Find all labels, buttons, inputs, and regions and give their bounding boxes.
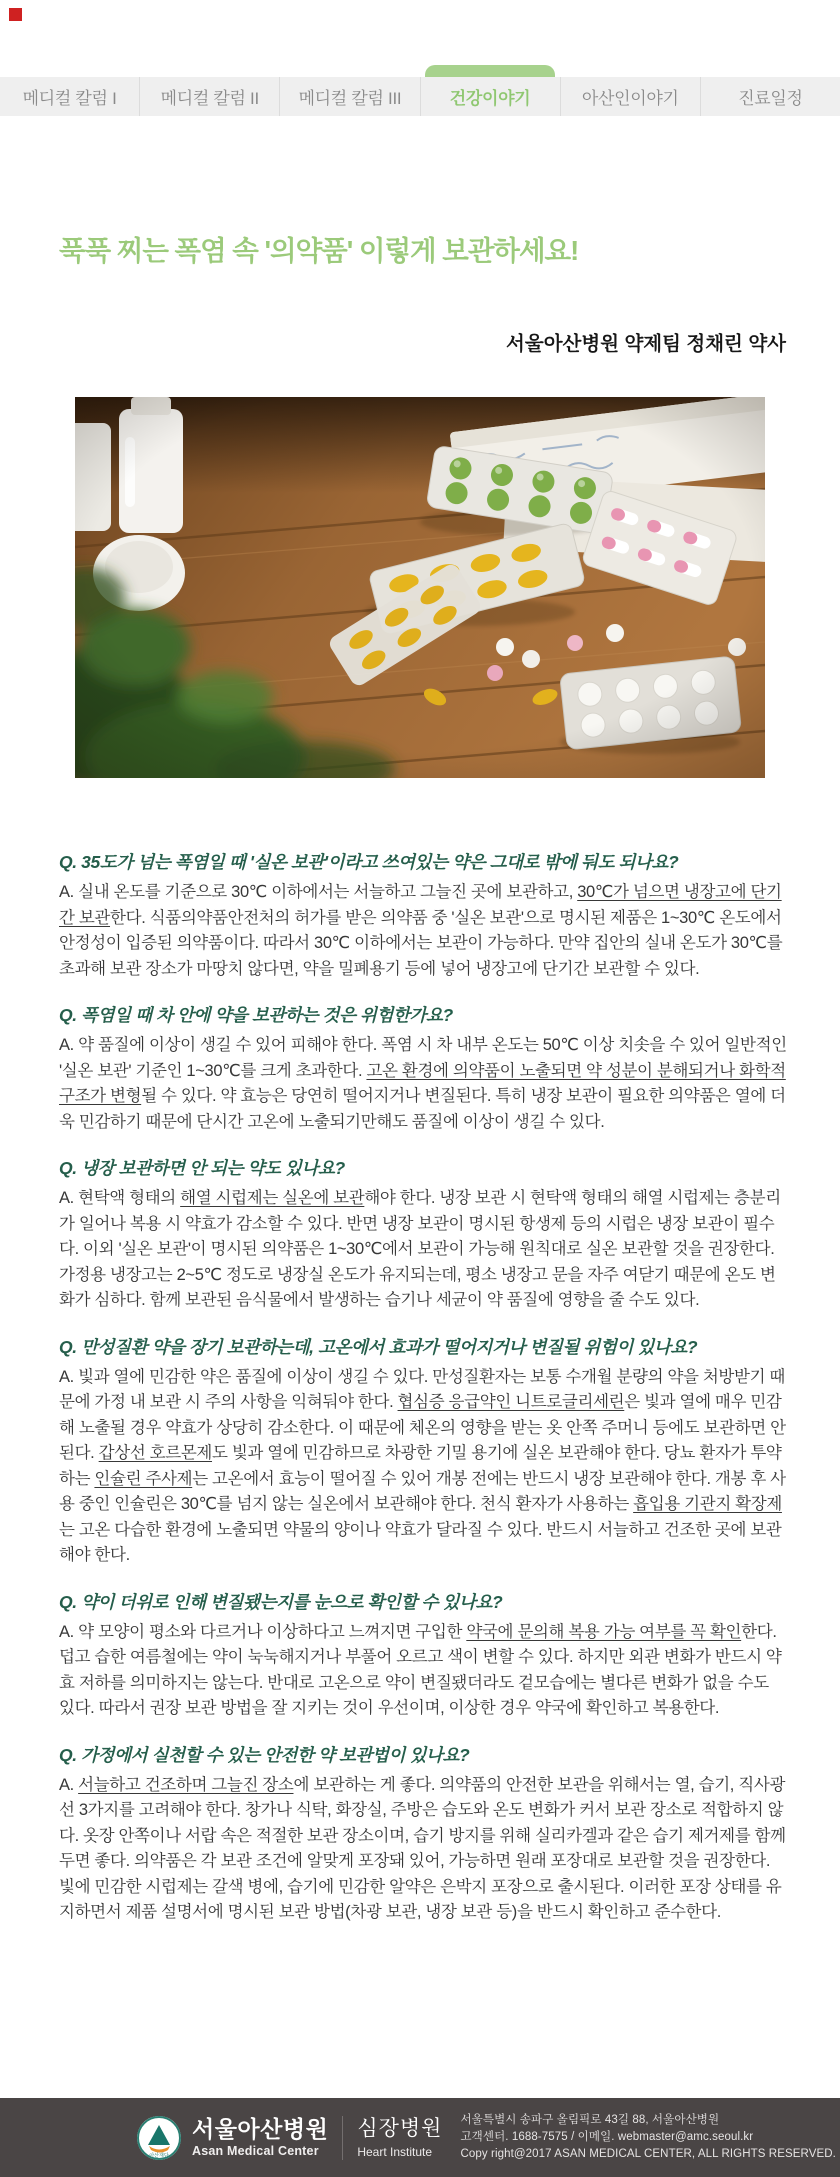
footer-brand-kr: 서울아산병원 xyxy=(192,2116,329,2142)
tab-bar xyxy=(0,77,840,116)
page-title: 푹푹 찌는 폭염 속 '의약품' 이렇게 보관하세요! xyxy=(59,235,579,267)
footer-dept-kr: 심장병원 xyxy=(357,2116,443,2140)
footer-info xyxy=(460,2112,836,2163)
question-1: Q. 35도가 넘는 폭염일 때 '실온 보관'이라고 쓰여있는 약은 그대로 밖에 둬도 되나요? xyxy=(59,852,679,872)
question-4: Q. 만성질환 약을 장기 보관하는데, 고온에서 효과가 떨어지거나 변질될 위험이 있나요? xyxy=(59,1336,698,1357)
article-photo xyxy=(75,397,765,778)
red-corner-marker xyxy=(9,8,22,21)
tab-1[interactable]: 메디컬 칼럼 I xyxy=(22,89,117,108)
footer-divider xyxy=(342,2116,343,2160)
answer-2: A. 약 품질에 이상이 생길 수 있어 피해야 한다. 폭염 시 차 내부 온도는 50℃ 이상 치솟을 수 있어 일반적인 '실온 보관' 기준인 1~30℃를 크게 초과한다. 고온 환경에 의약품이 노출되면 약 성분이 분해되거나 화학적 구조가 변형될 수 있다. 약 효능은 당연히 떨어지거나 변질된다. 특히 냉장 보관이 필요한 의약품은 열에 더욱 민감하기 때문에 단시간 고온에 노출되기만해도 품질에 이상이 생길 수 있다. xyxy=(59,1036,787,1131)
footer-address: 서울특별시 송파구 올림픽로 43길 88, 서울아산병원 xyxy=(460,2114,720,2126)
tab-5[interactable]: 아산인이야기 xyxy=(560,77,700,116)
footer-brand xyxy=(192,2117,328,2158)
qa-list xyxy=(59,849,788,1946)
tab-6[interactable]: 진료일정 xyxy=(700,77,840,116)
tab-2[interactable]: 메디컬 칼럼 II xyxy=(139,77,279,116)
footer-dept xyxy=(357,2117,442,2159)
footer-inner xyxy=(136,2112,836,2163)
footer-copyright: Copy right@2017 ASAN MEDICAL CENTER, ALL RIGHTS RESERVED. xyxy=(460,2148,836,2160)
answer-5: A. 약 모양이 평소와 다르거나 이상하다고 느껴지면 구입한 약국에 문의해 복용 가능 여부를 꼭 확인한다. 덥고 습한 여름철에는 약이 눅눅해지거나 부풀어 오르고 색이 변할 수 있다. 하지만 외관 변화가 반드시 약효 저하를 의미하지는 않는다. 반대로 고온으로 약이 변질됐더라도 겉모습에는 별다른 변화가 없을 수도 있다. 따라서 권장 보관 방법을 잘 지키는 것이 우선이며, 이상한 경우 약국에 확인하고 복용한다. xyxy=(59,1622,782,1717)
asan-foundation-logo-icon xyxy=(136,2115,182,2161)
medication-photo-illustration xyxy=(75,397,765,778)
tab-3[interactable]: 메디컬 칼럼 III xyxy=(279,77,419,116)
svg-text:아산재단: 아산재단 xyxy=(149,2152,169,2159)
footer-contact: 고객센터. 1688-7575 / 이메일. webmaster@amc.seoul.kr xyxy=(460,2131,754,2143)
tab-4-active[interactable]: 건강이야기 xyxy=(420,77,560,116)
author-byline: 서울아산병원 약제팀 정채린 약사 xyxy=(506,333,786,355)
footer-dept-en: Heart Institute xyxy=(357,2144,433,2159)
answer-6: A. 서늘하고 건조하며 그늘진 장소에 보관하는 게 좋다. 의약품의 안전한 보관을 위해서는 열, 습기, 직사광선 3가지를 고려해야 한다. 창가나 식탁, 화장실, 주방은 습도와 온도 변화가 커서 보관 장소로 적합하지 않다. 옷장 안쪽이나 서랍 속은 적절한 보관 장소이며, 습기 방지를 위해 실리카겔과 같은 습기 제거제를 함께 두면 좋다. 의약품은 각 보관 조건에 알맞게 포장돼 있어, 가능하면 원래 포장대로 보관할 것을 권장한다. 빛에 민감한 시럽제는 갈색 병에, 습기에 민감한 알약은 은박지 포장으로 출시된다. 이러한 포장 상태를 유지하면서 제품 설명서에 명시된 보관 방법(차광 보관, 냉장 보관 등)을 반드시 확인하고 준수한다. xyxy=(59,1775,786,1921)
answer-1: A. 실내 온도를 기준으로 30℃ 이하에서는 서늘하고 그늘진 곳에 보관하고, 30℃가 넘으면 냉장고에 단기간 보관한다. 식품의약품안전처의 허가를 받은 의약품 중 '실온 보관'으로 명시된 제품은 1~30℃ 온도에서 안정성이 입증된 의약품이다. 따라서 30℃ 이하에서는 보관이 가능하다. 만약 집안의 실내 온도가 30℃를 초과해 보관 장소가 마땅치 않다면, 약을 밀폐용기 등에 넣어 냉장고에 단기간 보관할 수 있다. xyxy=(59,883,783,978)
footer xyxy=(0,2098,840,2177)
question-5: Q. 약이 더위로 인해 변질됐는지를 눈으로 확인할 수 있나요? xyxy=(59,1591,503,1612)
question-6: Q. 가정에서 실천할 수 있는 안전한 약 보관법이 있나요? xyxy=(59,1744,470,1765)
answer-3: A. 현탁액 형태의 해열 시럽제는 실온에 보관해야 한다. 냉장 보관 시 현탁액 형태의 해열 시럽제는 층분리가 일어나 복용 시 약효가 감소할 수 있다. 반면 냉장 보관이 명시된 항생제 등의 시럽은 냉장 보관이 필수다. 이외 '실온 보관'이 명시된 의약품은 1~30℃에서 보관이 가능해 원칙대로 실온 보관할 것을 권장한다. 가정용 냉장고는 2~5℃ 정도로 냉장실 온도가 유지되는데, 평소 냉장고 문을 자주 여닫기 때문에 온도 변화가 심하다. 함께 보관된 음식물에서 발생하는 습기나 세균이 약 품질에 영향을 줄 수도 있다. xyxy=(59,1189,781,1309)
footer-brand-en: Asan Medical Center xyxy=(192,2144,319,2158)
question-3: Q. 냉장 보관하면 안 되는 약도 있나요? xyxy=(59,1158,345,1178)
question-2: Q. 폭염일 때 차 안에 약을 보관하는 것은 위험한가요? xyxy=(59,1005,453,1025)
answer-4: A. 빛과 열에 민감한 약은 품질에 이상이 생길 수 있다. 만성질환자는 보통 수개월 분량의 약을 처방받기 때문에 가정 내 보관 시 주의 사항을 익혀둬야 한다. 협심증 응급약인 니트로글리세린은 빛과 열에 매우 민감해 노출될 경우 약효가 상당히 감소한다. 이 때문에 체온의 영향을 받는 옷 안쪽 주머니 등에도 보관하면 안 된다. 갑상선 호르몬제도 빛과 열에 민감하므로 차광한 기밀 용기에 실온 보관해야 한다. 당뇨 환자가 투약하는 인슐린 주사제는 고온에서 효능이 떨어질 수 있어 개봉 전에는 반드시 냉장 보관해야 한다. 개봉 후 사용 중인 인슐린은 30℃를 넘지 않는 실온에서 보관해야 한다. 천식 환자가 사용하는 흡입용 기관지 확장제는 고온 다습한 환경에 노출되면 약물의 양이나 약효가 달라질 수 있다. 반드시 서늘하고 건조한 곳에 보관해야 한다. xyxy=(59,1367,786,1564)
